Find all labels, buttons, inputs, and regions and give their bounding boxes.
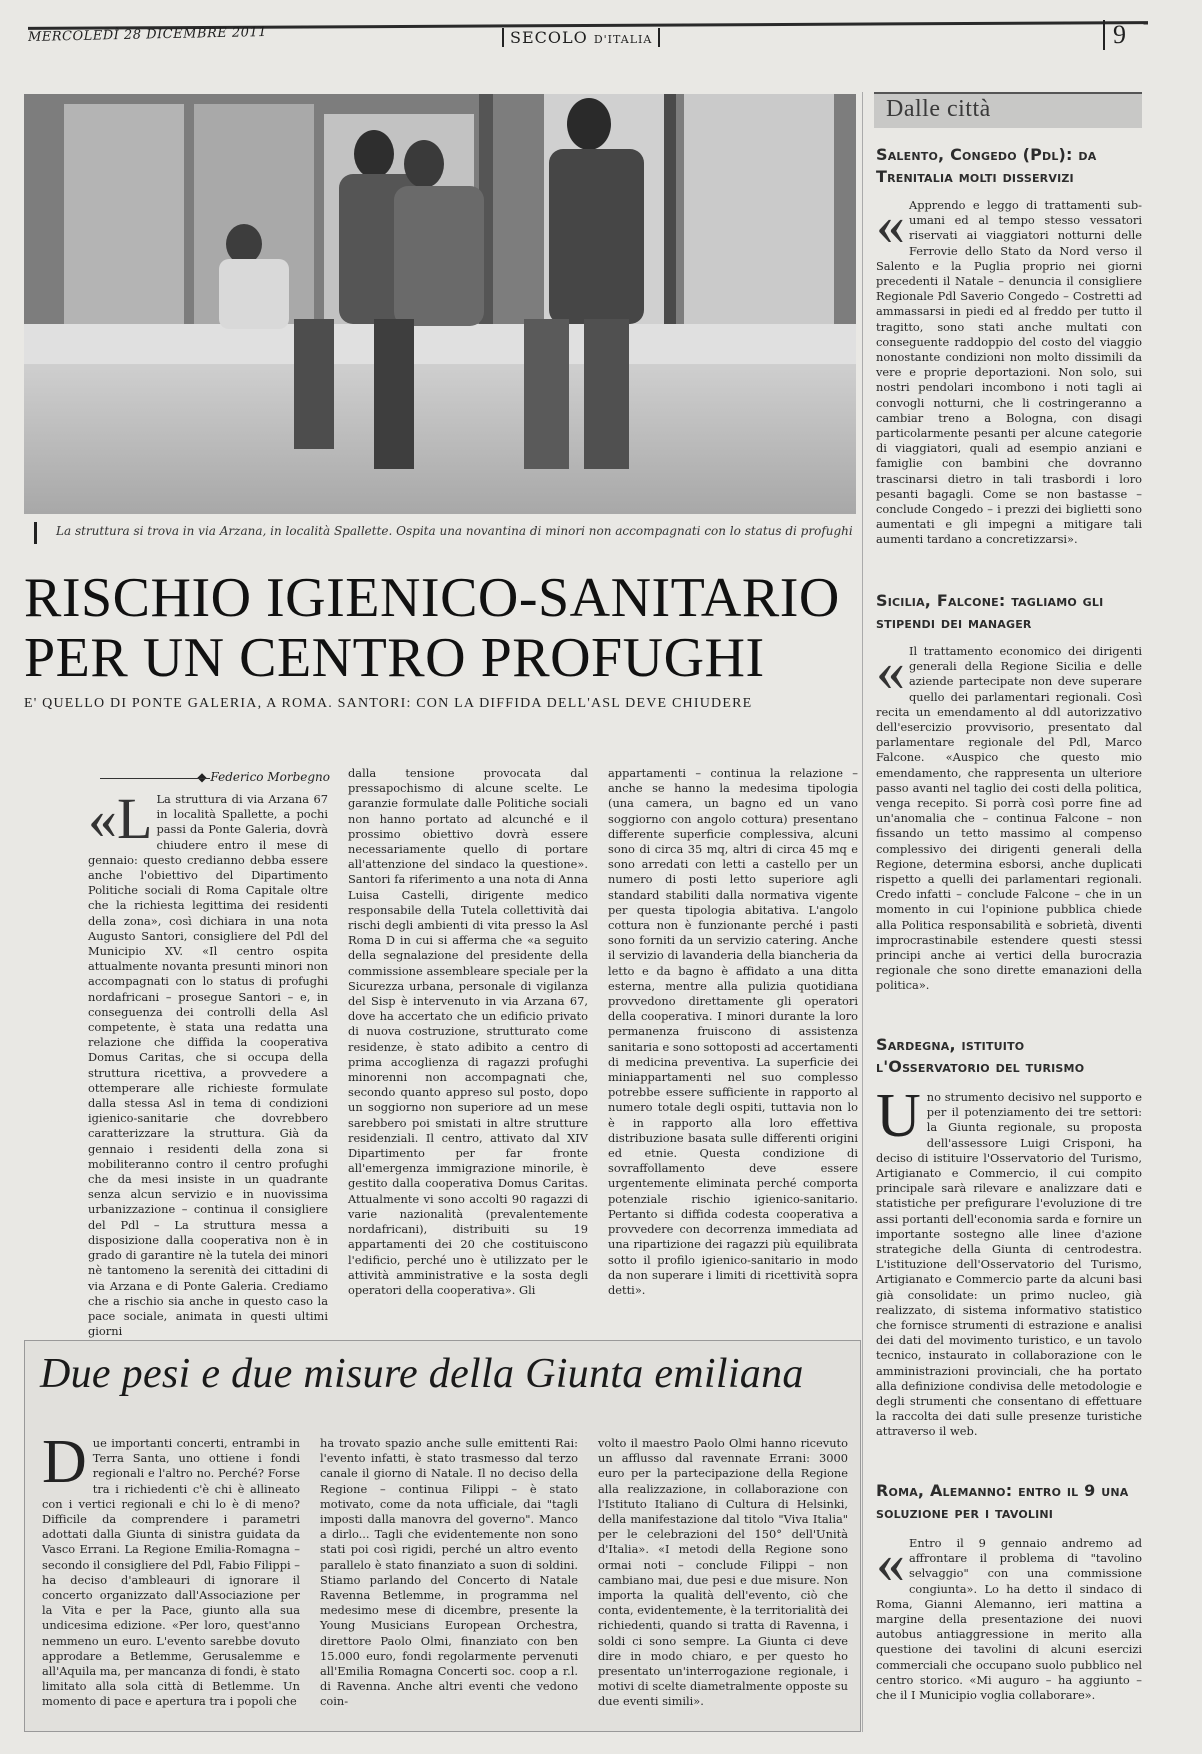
sidebar-text-3: no strumento decisivo nel supporto e per il potenziamento dei tre settori: la Giunta regionale, su proposta dell'assessore Luigi Crisponi, ha deciso di istituire l'Osservatorio del Turismo, Artigianato e Commercio, il cui compito principale sarà rilevare e analizzare dati e statistiche per prefigurare l'evoluzione di tre assi portanti dell'economia sarda e fornire un importante sostegno alle linee d'azione strategiche della Giunta di centrodestra. L'istituzione dell'Osservatorio del Turismo, Artigianato e Commercio parte da alcuni basi già consolidate: un primo nucleo, già realizzato, di sistema informativo statistico che fornisce strumenti di estrazione e analisi dei dati del movimento turistico, e un tavolo tecnico, instaurato in collaborazione con le amministrazioni provinciali, che ha portato alla definizione condivisa delle metodologie e degli strumenti che consentano di effettuare la raccolta dei dati sulle presenze turistiche attraverso il web. (876, 1090, 1142, 1439)
sidebar-text-4: Entro il 9 gennaio andremo ad affrontare il problema di "tavolino selvaggio" con una commissione congiunta». Lo ha detto il sindaco di Roma, Gianni Alemanno, ieri mattina a margine della presentazione dei nuovi autobus antiaggressione in merito alla questione dei tavolini di alcuni esercizi commerciali che occupano suolo pubblico nel centro storico. «Mi auguro – ha aggiunto – che il I Municipio voglia collaborare». (876, 1536, 1142, 1703)
paper-suffix: D'ITALIA (593, 33, 653, 46)
box-title: Due pesi e due misure della Giunta emiliana (40, 1351, 804, 1397)
photo-caption: La struttura si trova in via Arzana, in località Spallette. Ospita una novantina di minori non accompagnati con lo status di profughi (56, 524, 853, 538)
drop-cap: D (42, 1428, 87, 1496)
sidebar-title-3: Sardegna, istituito l'Osservatorio del turismo (876, 1035, 1085, 1076)
quote-mark-icon: « (876, 192, 905, 257)
sidebar-title-1: Salento, Congedo (Pdl): da Trenitalia molti disservizi (876, 145, 1097, 186)
column-divider (862, 92, 863, 1732)
main-col-2-text: dalla tensione provocata dal pressapochismo di alcune scelte. Le garanzie formulate dalle Politiche sociali non hanno portato ad alcunché e il prossimo obiettivo dovrà essere necessariamente quello di portare all'attenzione del sindaco la questione». Santori fa riferimento a una nota di Anna Luisa Castelli, dirigente medico responsabile della Tutela collettività dai rischi degli ambienti di vita presso la Asl Roma D in cui si afferma che «a seguito della segnalazione del presidente della commissione assembleare speciale per la Sicurezza urbana, personale di vigilanza del Sisp è intervenuto in via Arzana 67, dove ha accertato che un edificio privato di nuova costruzione, strutturato come residenze, è stato adibito a centro di prima accoglienza di ragazzi profughi minorenni non accompagnati che, secondo quanto appreso sul posto, dopo un soggiorno non superiore ad un mese sarebbero poi smistati in altre strutture residenziali. Il centro, attivato dal XIV Dipartimento per far fronte all'emergenza immigrazione minorile, è gestito dalla cooperativa Domus Caritas. Attualmente vi sono accolti 90 ragazzi di varie nazionalità (prevalentemente nordafricani), distribuiti su 19 appartamenti dei 20 che costituiscono l'edificio, perché uno è utilizzato per le attività amministrative e la sosta degli operatori della cooperativa». Gli (348, 766, 588, 1297)
photo-illustration (24, 94, 856, 514)
box-article-col-3 (598, 1436, 848, 1726)
sidebar-article-2 (876, 638, 1142, 1012)
main-col-1-text: La struttura di via Arzana 67 in località Spallette, a pochi passi da Ponte Galeria, dovrà chiudere entro il mese di gennaio: questo credianno debba essere anche l'obiettivo del Dipartimento Politiche sociali di Roma Capitale oltre che la richiesta legittima dei residenti della zona», così dichiara in una nota Augusto Santori, consigliere del Pdl del Municipio XV. «Il centro ospita attualmente novanta presunti minori non accompagnati con lo status di profughi nordafricani – prosegue Santori – e, in conseguenza dei controlli della Asl competente, è stata una redatta una relazione che diffida la cooperativa Domus Caritas, che si occupa della struttura ricettiva, a provvedere a ottemperare alle richieste formulate dalla stessa Asl in tema di condizioni igienico-sanitarie che dovrebbero caratterizzare la struttura. Già da gennaio i residenti della zona si mobiliteranno contro il centro profughi che da mesi insiste in un quadrante senza alcun servizio e in nuovissima urbanizzazione – continua il consigliere del Pdl – La struttura messa a disposizione dalla cooperativa non è in grado di garantire nè la tutela dei minori nè tantomeno la serenità dei cittadini di via Arzana e di Ponte Galeria. Crediamo che a rischio sia anche in questo caso la pace sociale, animata in questi ultimi giorni (88, 792, 328, 1339)
main-article-col-3 (608, 766, 858, 1312)
main-headline (24, 568, 864, 688)
sidebar-text-1: Apprendo e leggo di trattamenti sub-umani ed al tempo stesso vessatori riservati ai viaggiatori notturni delle Ferrovie dello Stato da Nord verso il Salento e la Puglia proprio nei giorni precedenti il Natale – denuncia il consigliere Regionale Pdl Saverio Congedo – Costretti ad ammassarsi in piedi ed al freddo per tutto il tragitto, sono stati anche multati con conseguente raddoppio del costo del viaggio nonostante condizioni non molto dissimili da vere e proprie deportazioni. Non solo, sui nostri pendolari incombono i noti tagli ai convogli notturni, che li costringeranno a cambiar treno a Bologna, con disagi particolarmente pesanti per alcune categorie di viaggiatori, quali ad esempio anziani e famiglie con bambini che dovranno trascinarsi dietro in tali trasbordi i loro pesanti bagagli. Come se non bastasse – conclude Congedo – i prezzi dei biglietti sono aumentati e gli impegni a mitigare tali aumenti tardano a concretizzarsi». (876, 198, 1142, 547)
sidebar-article-1 (876, 192, 1142, 576)
sidebar-title-4: Roma, Alemanno: entro il 9 una soluzione per i tavolini (876, 1481, 1129, 1522)
main-article-col-2 (348, 766, 588, 1312)
box-col-3-text: volto il maestro Paolo Olmi hanno ricevuto un afflusso dal ravennate Errani: 3000 euro per la partecipazione della Regione alla realizzazione, in collaborazione con l'Istituto Italiano di Cultura di Helsinki, della manifestazione dal titolo "Viva Italia" per le celebrazioni del 150° dell'Unità d'Italia». «I metodi della Regione sono ormai noti – conclude Filippi – non cambiano mai, due pesi e due misure. Non importa la qualità dell'evento, ciò che conta, evidentemente, è la territorialità dei richiedenti, quando si tratta di Ravenna, i soldi ci sono sempre. La Giunta ci deve dire in modo chiaro, e per questo ho presentato un'interrogazione regionale, i motivi di scelte diametralmente opposte su due eventi simili». (598, 1436, 848, 1709)
drop-cap: U (876, 1082, 921, 1150)
quote-mark-icon: «L (88, 786, 153, 851)
headline-line-1: RISCHIO IGIENICO-SANITARIO (24, 567, 840, 629)
page-number: 9 (1103, 20, 1126, 50)
main-subhead: E' QUELLO DI PONTE GALERIA, A ROMA. SANTORI: CON LA DIFFIDA DELL'ASL DEVE CHIUDERE (24, 696, 753, 711)
quote-mark-icon: « (876, 638, 905, 703)
paper-title: SECOLO (510, 28, 588, 47)
sidebar-title-2: Sicilia, Falcone: tagliamo gli stipendi dei manager (876, 591, 1104, 632)
sidebar-article-4 (876, 1530, 1142, 1726)
box-col-2-text: ha trovato spazio anche sulle emittenti Rai: l'evento infatti, è stato trasmesso dal terzo canale il giorno di Natale. Il no deciso della Regione – continua Filippi – è stato motivato, come da nota ufficiale, dai "tagli imposti dalla manovra del governo". Manco a dirlo... Tagli che evidentemente non sono stati poi così rigidi, perché un altro evento parallelo è stato finanziato a suon di soldini. Stiamo parlando del Concerto di Natale Ravenna Betlemme, in programma nel medesimo mese di dicembre, presente la Young Musicians European Orchestra, direttore Paolo Olmi, finanziato con ben 15.000 euro, fondi regolarmente pervenuti all'Emilia Romagna Concerti soc. coop a r.l. di Ravenna. Anche altri eventi che vedono coin- (320, 1436, 578, 1709)
quote-mark-icon: « (876, 1530, 905, 1595)
main-col-3-text: appartamenti – continua la relazione – anche se hanno la medesima tipologia (una camera, un bagno ed un vano soggiorno con angolo cottura) presentano differente superficie complessiva, alcuni sono di circa 35 mq, altri di circa 45 mq e sono arredati con letti a castello per un numero di posti letto superiore agli standard stabiliti dalla normativa vigente per questa tipologia abitativa. L'angolo cottura non è funzionante perché i pasti sono forniti da un servizio catering. Anche il servizio di lavanderia della biancheria da letto e da bagno è affidato a una ditta esterna, mentre alla pulizia quotidiana provvedono direttamente gli operatori della cooperativa. I minori durante la loro permanenza fruiscono di assistenza sanitaria e sono sottoposti ad accertamenti di medicina preventiva. La superficie dei miniappartamenti nel suo complesso potrebbe essere sufficiente in rapporto al numero totale degli ospiti, tuttavia non lo è in rapporto alla loro effettiva distribuzione basata sulle differenti origini ed etnie. Questa condizione di sovraffollamento deve essere urgentemente eliminata perché comporta potenziale rischio igienico-sanitario. Pertanto si diffida codesta cooperativa a provvedere con decorrenza immediata ad una ripartizione dei ragazzi più equilibrata sotto il profilo igienico-sanitario in modo da non superare i limiti di ricettività sopra detti». (608, 766, 858, 1297)
headline-line-2: PER UN CENTRO PROFUGHI (24, 627, 765, 689)
main-article-col-1 (88, 786, 328, 1339)
byline: ◆ Federico Morbegno (100, 770, 330, 784)
sidebar-article-3 (876, 1082, 1142, 1460)
paper-name (502, 28, 660, 47)
caption-marker (34, 522, 37, 544)
box-col-1-text: ue importanti concerti, entrambi in Terra Santa, uno ottiene i fondi regionali e l'altro no. Perché? Forse tra i richiedenti c'è chi è allineato con i vertici regionali e chi lo è di meno? Difficile da comprendere i parametri adottati dalla Giunta di sinistra guidata da Vasco Errani. La Regione Emilia-Romagna – secondo il consigliere del Pdl, Fabio Filippi – ha deciso d'ambleauri di ignorare il concerto organizzato dall'Associazione per la Vita e per la Pace, giunto alla sua undicesima edizione. «Per loro, quest'anno nemmeno un euro. L'evento sarebbe dovuto approdare a Betlemme, Gerusalemme e all'Aquila ma, per mancanza di fondi, è stato limitato alla sola città di Betlemme. Un momento di pace e apertura tra i popoli che (42, 1436, 300, 1709)
issue-date: MERCOLEDÌ 28 DICEMBRE 2011 (27, 24, 268, 45)
box-article-col-1 (42, 1428, 300, 1726)
sidebar-text-2: Il trattamento economico dei dirigenti generali della Regione Sicilia e delle aziende partecipate non deve superare quello dei parlamentari regionali. Così recita un emendamento al ddl autorizzativo dell'esercizio provvisorio, presentato dal parlamentare regionale del Pdl, Marco Falcone. «Auspico che questo mio emendamento, che rappresenta un ulteriore passo avanti nel taglio dei costi della politica, venga recepito. Si porrà così porre fine ad un'anomalia che – continua Falcone – non fissando un tetto massimo al compenso complessivo dei dirigenti generali della Regione, determina esborsi, anche duplicati rispetto a quelli dei parlamentari regionali. Credo infatti – conclude Falcone – che in un momento in cui l'opinione pubblica chiede alla Politica responsabilità e sobrietà, diventi improcrastinabile estendere questi stessi principi anche ai vertici della burocrazia regionale che sono dirette emanazioni della politica». (876, 644, 1142, 993)
sidebar-header: Dalle città (886, 96, 991, 122)
news-photo (24, 94, 856, 514)
box-article-col-2 (320, 1436, 578, 1726)
